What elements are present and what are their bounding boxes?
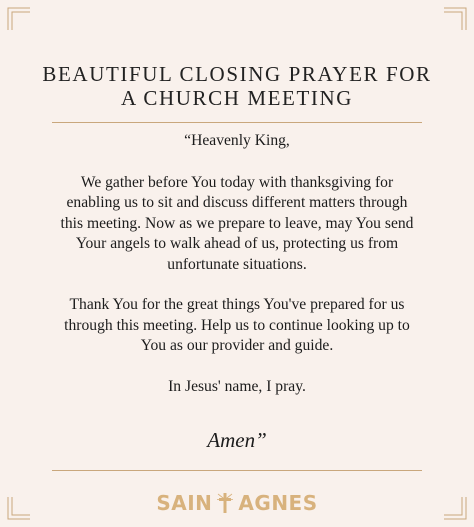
prayer-line: unfortunate situations. bbox=[167, 255, 307, 273]
prayer-line: Your angels to walk ahead of us, protecting us from bbox=[75, 235, 399, 252]
prayer-line: You as our provider and guide. bbox=[140, 337, 334, 354]
brand-logo bbox=[0, 491, 474, 515]
prayer-line: through this meeting. Help us to continue looking up to bbox=[64, 316, 410, 334]
prayer-closing: In Jesus' name, I pray. bbox=[168, 377, 306, 395]
prayer-line: We gather before You today with thanksgiving for bbox=[80, 173, 394, 191]
brand-text-right: AGNES bbox=[238, 491, 318, 515]
title-line-2: A CHURCH MEETING bbox=[120, 86, 354, 110]
brand-text-left: SAIN bbox=[156, 491, 213, 515]
corner-ornament-top-right bbox=[442, 6, 468, 32]
prayer-line: enabling us to sit and discuss different matters through bbox=[66, 194, 408, 211]
prayer-greeting: “Heavenly King, bbox=[184, 132, 290, 149]
corner-ornament-top-left bbox=[6, 6, 32, 32]
prayer-paragraph-2 bbox=[24, 295, 450, 357]
page-title bbox=[0, 62, 474, 110]
prayer-text bbox=[24, 131, 450, 397]
prayer-line: Thank You for the great things You've prepared for us bbox=[69, 296, 405, 313]
cross-icon bbox=[217, 492, 233, 514]
divider-bottom bbox=[52, 470, 422, 471]
divider-top bbox=[52, 122, 422, 123]
prayer-line: this meeting. Now as we prepare to leave, may You send bbox=[60, 214, 414, 232]
title-line-1: BEAUTIFUL CLOSING PRAYER FOR bbox=[42, 62, 432, 86]
prayer-amen: Amen” bbox=[207, 428, 267, 452]
prayer-paragraph-1 bbox=[24, 173, 450, 276]
